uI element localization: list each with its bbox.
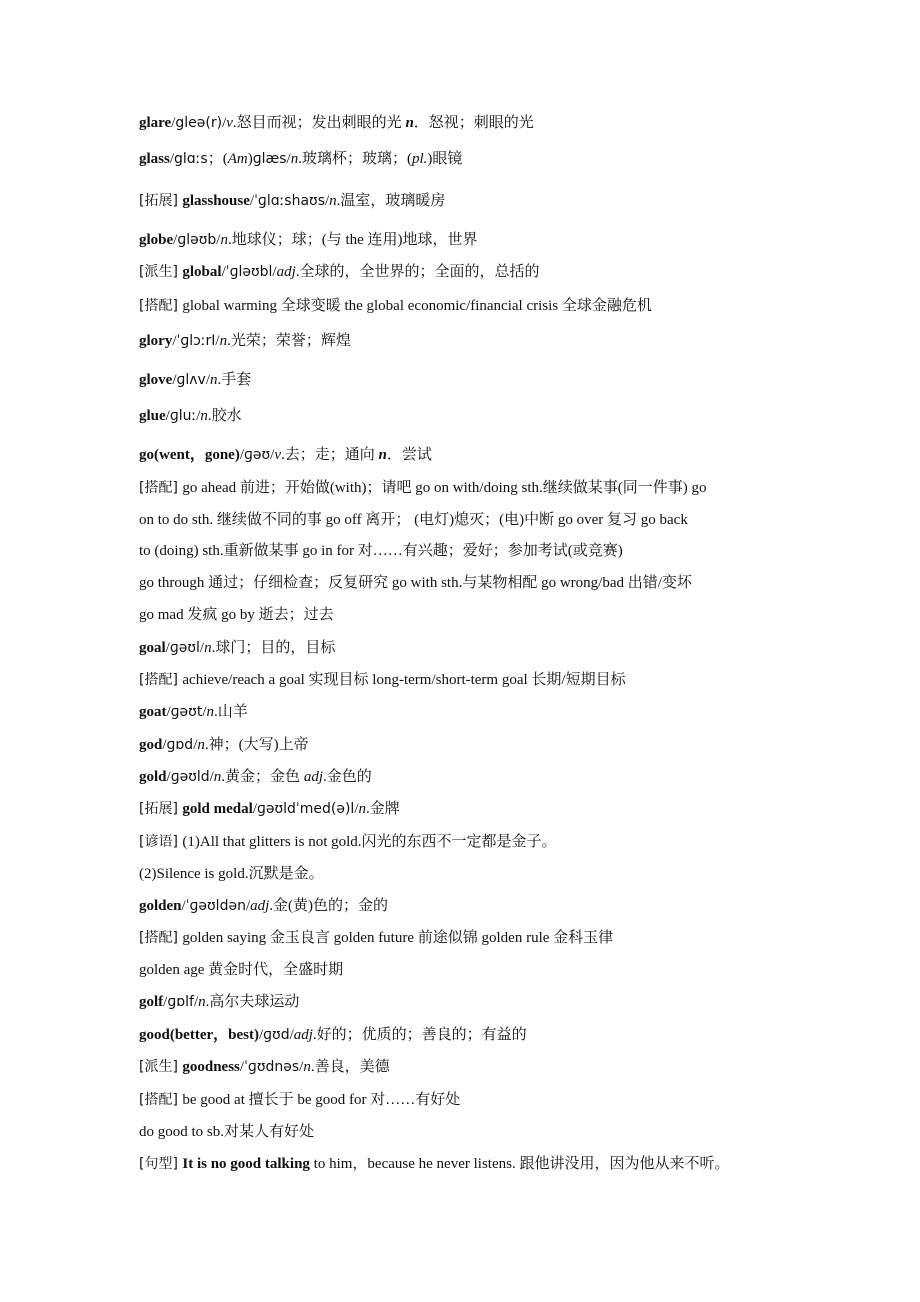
phonetic: ˈɡlɑːshaʊs — [254, 193, 325, 209]
text-segment: go mad 发疯 go by 逝去；过去 — [139, 607, 334, 623]
headword: golf — [139, 994, 164, 1010]
phonetic: ɡəʊl — [169, 640, 200, 656]
text-segment: / — [165, 640, 170, 656]
entry-line — [139, 1090, 920, 1110]
phonetic: ɡləʊb — [177, 232, 217, 248]
text-segment: .地球仪；球；(与 the 连用)地球，世界 — [227, 232, 478, 248]
phonetic: ˈɡəʊldən — [185, 898, 246, 914]
text-segment: / — [172, 333, 177, 349]
entry-line — [139, 832, 920, 852]
entry-line — [139, 670, 920, 690]
text-segment: / — [193, 994, 199, 1010]
entry-line — [139, 799, 920, 819]
text-segment: .全球的，全世界的；全面的，总括的 — [295, 264, 540, 280]
entry-line — [139, 230, 920, 250]
text-segment: ．尝试 — [386, 447, 432, 463]
part-of-speech: n — [290, 151, 299, 167]
headword: n — [378, 447, 387, 463]
entry-line — [139, 1025, 920, 1045]
text-segment: / — [245, 898, 251, 914]
text-segment: to (doing) sth.重新做某事 go in for 对……有兴趣；爱好；参加考试(或竞赛) — [139, 543, 623, 559]
headword: glasshouse — [182, 193, 250, 209]
section-tag: [谚语] — [139, 834, 183, 850]
text-segment: / — [199, 640, 205, 656]
text-segment: / — [222, 115, 227, 131]
text-segment: / — [169, 151, 175, 167]
headword: goat — [139, 704, 167, 720]
text-segment: / — [163, 994, 168, 1010]
text-segment: achieve/reach a goal 实现目标 long-term/short-term goal 长期/短期目标 — [182, 672, 626, 688]
text-segment: / — [354, 801, 359, 817]
part-of-speech: n — [358, 801, 366, 817]
entry-line — [139, 1122, 920, 1142]
headword: It is no good talking — [182, 1156, 310, 1172]
part-of-speech: adj — [303, 769, 323, 785]
text-segment: do good to sb.对某人有好处 — [139, 1124, 315, 1140]
text-segment: .黄金；金色 — [221, 769, 304, 785]
text-segment: .手套 — [217, 372, 252, 388]
phonetic: ɡlæs — [252, 151, 287, 167]
text-segment: be good at 擅长于 be good for 对……有好处 — [182, 1092, 461, 1108]
text-segment: / — [162, 737, 167, 753]
text-segment: / — [239, 1059, 245, 1075]
headword: goodness — [182, 1059, 240, 1075]
text-segment: .去；走；通向 — [281, 447, 379, 463]
part-of-speech: n — [219, 333, 228, 349]
section-tag: [句型] — [139, 1156, 183, 1172]
entry-line — [139, 864, 920, 884]
phonetic: ˈɡləʊbl — [225, 264, 273, 280]
entry-line — [139, 510, 920, 530]
text-segment: .金(黄)色的；金的 — [269, 898, 389, 914]
entry-line — [139, 478, 920, 498]
section-tag: [拓展] — [139, 801, 183, 817]
text-segment: / — [216, 232, 221, 248]
text-segment: / — [202, 704, 207, 720]
text-segment: / — [239, 447, 244, 463]
headword: goal — [139, 640, 166, 656]
part-of-speech: n — [213, 769, 222, 785]
text-segment: / — [166, 704, 171, 720]
text-segment: .球门；目的，目标 — [211, 640, 336, 656]
headword: global — [182, 264, 222, 280]
entry-line — [139, 928, 920, 948]
text-segment: to him，because he never listens. 跟他讲没用，因为他从来不听。 — [309, 1156, 730, 1172]
entry-line — [139, 331, 920, 351]
text-segment: (1)All that glitters is not gold.闪光的东西不一定都是金子。 — [182, 834, 557, 850]
text-segment: / — [181, 898, 186, 914]
text-segment: / — [172, 372, 177, 388]
text-segment: / — [173, 232, 178, 248]
text-segment: / — [193, 737, 198, 753]
text-segment: on to do sth. 继续做不同的事 go off 离开； (电灯)熄灭；(电)中断 go over 复习 go back — [139, 512, 688, 528]
text-segment: / — [289, 1027, 294, 1043]
text-segment: / — [258, 1027, 264, 1043]
part-of-speech: adj — [250, 898, 270, 914]
entry-line — [139, 638, 920, 658]
headword: go(went，gone) — [139, 447, 240, 463]
phonetic: ɡəʊt — [170, 704, 203, 720]
entry-line — [139, 992, 920, 1012]
entry-line — [139, 370, 920, 390]
part-of-speech: n — [329, 193, 337, 209]
part-of-speech: adj — [276, 264, 296, 280]
headword: glory — [139, 333, 173, 349]
headword: gold medal — [182, 801, 253, 817]
phonetic: ɡluː — [169, 408, 197, 424]
headword: golden — [139, 898, 182, 914]
part-of-speech: n — [210, 372, 218, 388]
part-of-speech: n — [198, 994, 206, 1010]
part-of-speech: n — [220, 232, 228, 248]
text-segment: / — [249, 193, 255, 209]
section-tag: [搭配] — [139, 298, 183, 314]
headword: globe — [139, 232, 174, 248]
text-segment: / — [215, 333, 220, 349]
text-segment: ) — [247, 151, 253, 167]
entry-line — [139, 767, 920, 787]
entry-line — [139, 149, 920, 169]
phonetic: gleə(r) — [175, 115, 223, 131]
phonetic: glɑːs — [174, 151, 208, 167]
text-segment: golden age 黄金时代，全盛时期 — [139, 962, 344, 978]
text-segment: .金色的 — [322, 769, 372, 785]
headword: glass — [139, 151, 170, 167]
text-segment: / — [209, 769, 214, 785]
section-tag: [派生] — [139, 1059, 183, 1075]
section-tag: [拓展] — [139, 193, 183, 209]
entry-line — [139, 960, 920, 980]
phonetic: ɡəʊldˈmed(ə)l — [256, 801, 355, 817]
text-segment: .怒目而视；发出刺眼的光 — [232, 115, 406, 131]
entry-line — [139, 262, 920, 282]
section-tag: [搭配] — [139, 930, 183, 946]
entry-line — [139, 605, 920, 625]
phonetic: ˈɡlɔːrI — [176, 333, 216, 349]
text-segment: .高尔夫球运动 — [205, 994, 300, 1010]
text-segment: / — [286, 151, 291, 167]
phonetic: ɡəʊld — [170, 769, 210, 785]
text-segment: go ahead 前进；开始做(with)；请吧 go on with/doing sth.继续做某事(同一件事) go — [182, 480, 707, 496]
part-of-speech: v — [226, 115, 233, 131]
part-of-speech: n — [197, 737, 205, 753]
text-segment: .胶水 — [207, 408, 242, 424]
entry-line — [139, 113, 920, 133]
text-segment: / — [252, 801, 257, 817]
part-of-speech: pl. — [411, 151, 428, 167]
text-segment: .好的；优质的；善良的；有益的 — [312, 1027, 527, 1043]
section-tag: [搭配] — [139, 1092, 183, 1108]
headword: gold — [139, 769, 167, 785]
text-segment: golden saying 金玉良言 golden future 前途似锦 golden rule 金科玉律 — [182, 930, 614, 946]
text-segment: .金牌 — [366, 801, 400, 817]
text-segment: .山羊 — [213, 704, 248, 720]
text-segment: / — [166, 769, 171, 785]
entry-line — [139, 296, 920, 316]
text-segment: ；( — [207, 151, 228, 167]
text-segment: ．怒视；刺眼的光 — [413, 115, 534, 131]
text-segment: / — [165, 408, 170, 424]
entry-line — [139, 445, 920, 465]
part-of-speech: Am — [227, 151, 248, 167]
text-segment: global warming 全球变暖 the global economic/financial crisis 全球金融危机 — [182, 298, 652, 314]
phonetic: ɡɒlf — [167, 994, 194, 1010]
section-tag: [搭配] — [139, 480, 183, 496]
part-of-speech: n — [204, 640, 212, 656]
phonetic: ɡlʌv — [176, 372, 206, 388]
text-segment: .善良，美德 — [310, 1059, 390, 1075]
text-segment: .光荣；荣誉；辉煌 — [227, 333, 351, 349]
phonetic: ɡʊd — [263, 1027, 290, 1043]
text-segment: / — [196, 408, 201, 424]
text-segment: )眼镜 — [427, 151, 463, 167]
text-segment: / — [325, 193, 330, 209]
entry-line — [139, 573, 920, 593]
entry-line — [139, 896, 920, 916]
entry-line — [139, 191, 920, 211]
entry-line — [139, 1154, 920, 1174]
entry-line — [139, 406, 920, 426]
text-segment: .玻璃杯；玻璃；( — [298, 151, 412, 167]
part-of-speech: n — [206, 704, 214, 720]
part-of-speech: adj — [293, 1027, 313, 1043]
text-segment: go through 通过；仔细检查；反复研究 go with sth.与某物相配 go wrong/bad 出错/变坏 — [139, 575, 692, 591]
section-tag: [搭配] — [139, 672, 183, 688]
text-segment: .神；(大写)上帝 — [204, 737, 309, 753]
text-segment: / — [299, 1059, 304, 1075]
text-segment: (2)Silence is gold.沉默是金。 — [139, 866, 324, 882]
text-segment: / — [270, 447, 275, 463]
entry-line — [139, 1057, 920, 1077]
headword: god — [139, 737, 163, 753]
phonetic: ˈɡʊdnəs — [244, 1059, 300, 1075]
text-segment: / — [171, 115, 176, 131]
headword: glove — [139, 372, 173, 388]
phonetic: ɡɒd — [166, 737, 194, 753]
text-segment: / — [221, 264, 226, 280]
text-segment: .温室，玻璃暖房 — [336, 193, 446, 209]
headword: n — [405, 115, 414, 131]
entry-line — [139, 735, 920, 755]
section-tag: [派生] — [139, 264, 183, 280]
part-of-speech: n — [200, 408, 208, 424]
part-of-speech: n — [303, 1059, 311, 1075]
text-segment: / — [205, 372, 211, 388]
headword: glue — [139, 408, 166, 424]
headword: good(better，best) — [139, 1027, 259, 1043]
text-segment: / — [272, 264, 277, 280]
phonetic: ɡəʊ — [244, 447, 271, 463]
headword: glare — [139, 115, 172, 131]
entry-line — [139, 541, 920, 561]
part-of-speech: v — [274, 447, 281, 463]
entry-line — [139, 702, 920, 722]
